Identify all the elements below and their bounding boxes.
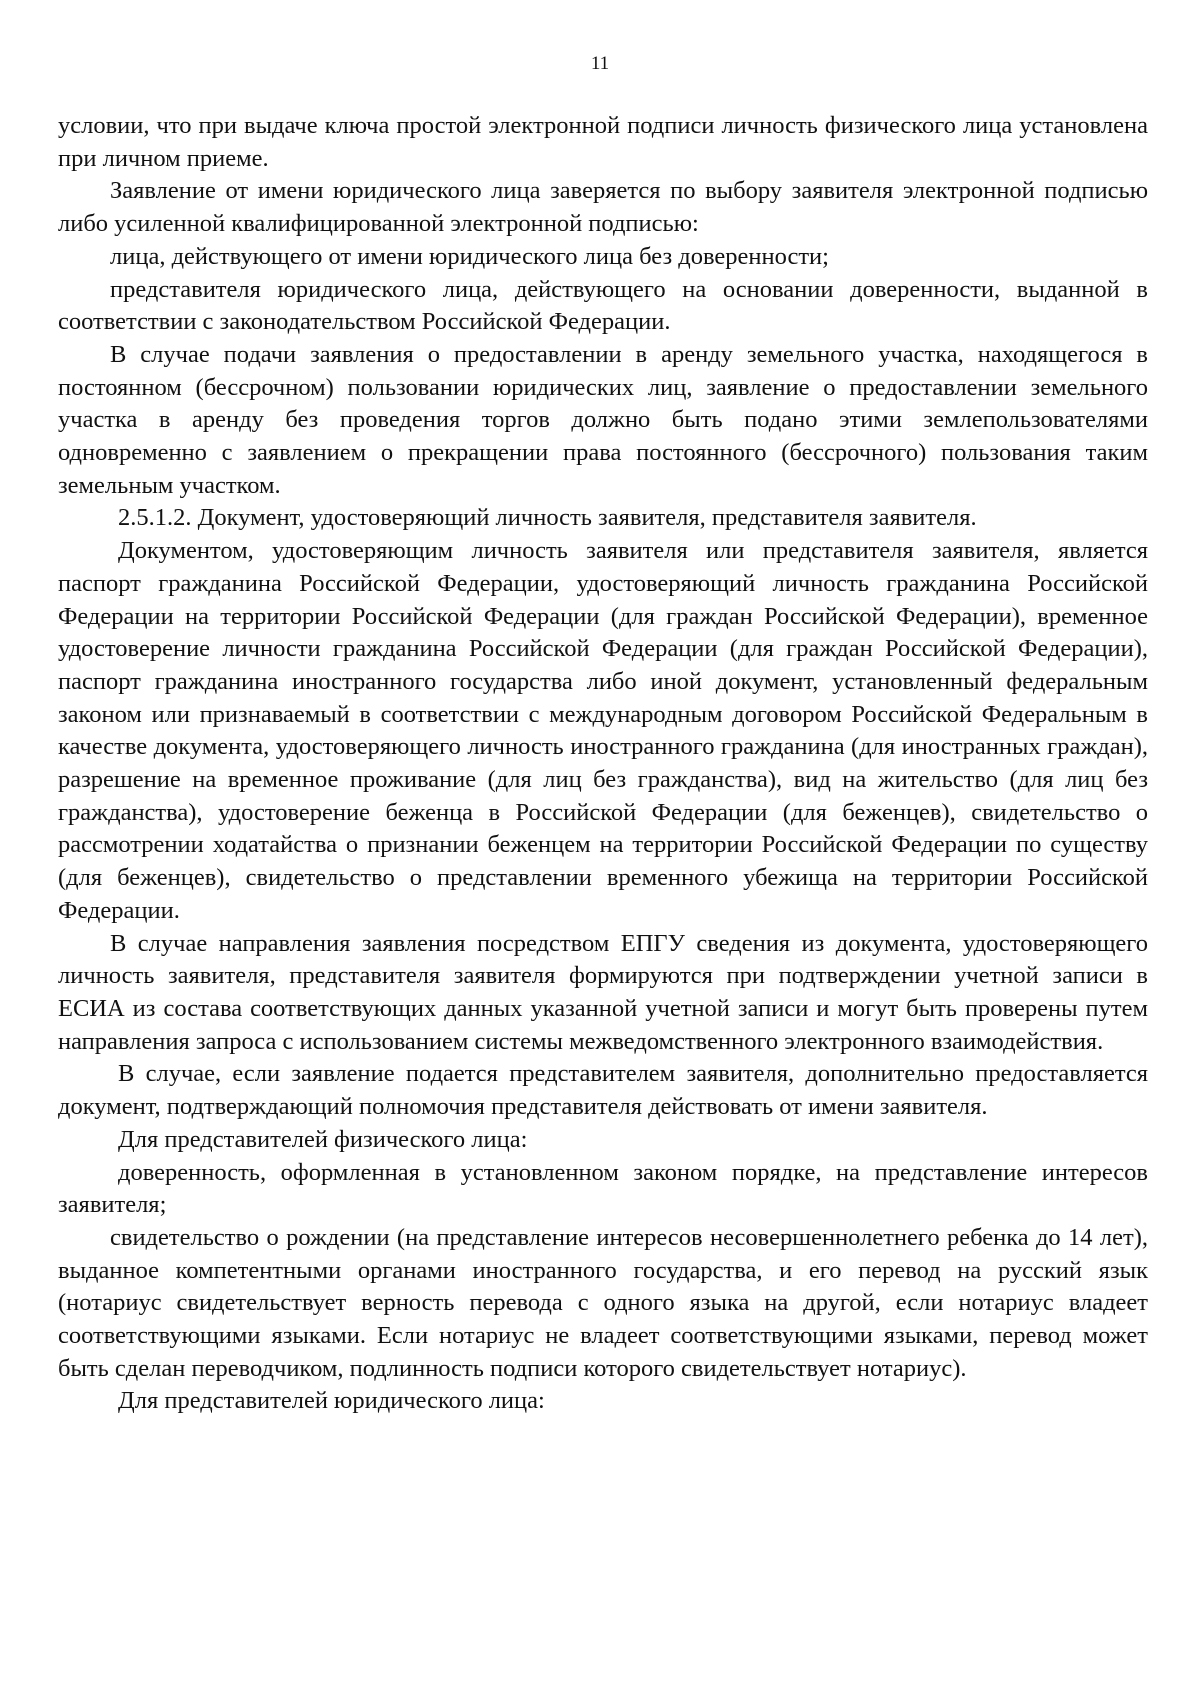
paragraph-epgu-esia: В случае направления заявления посредством ЕПГУ сведения из документа, удостоверяющего личность заявителя, представителя заявителя формируются при подтверждении учетной записи в ЕСИА из состава соответствующих данных указанной учетной записи и могут быть проверены путем направления запроса с использованием системы межведомственного электронного взаимодействия. [58,929,1148,1055]
paragraph-legal-entity-representatives-heading: Для представителей юридического лица: [118,1387,545,1415]
paragraph-signature-condition: условии, что при выдаче ключа простой электронной подписи личность физического лица установлена при личном приеме. [58,112,1148,172]
paragraph-birth-certificate: свидетельство о рождении (на представление интересов несовершеннолетнего ребенка до 14 лет), выданное компетентными органами иностранного государства, и его перевод на русский язык (нотариус свидетельствует верность перевода с одного языка на другой, если нотариус владеет соответствующими языками. Если нотариус не владеет соответствующими языками, перевод может быть сделан переводчиком, подлинность подписи которого свидетельствует нотариус). [58,1223,1148,1382]
section-heading-2-5-1-2: 2.5.1.2. Документ, удостоверяющий личность заявителя, представителя заявителя. [118,504,977,532]
paragraph-land-lease-application: В случае подачи заявления о предоставлении в аренду земельного участка, находящегося в постоянном (бессрочном) пользовании юридических лиц, заявление о предоставлении земельного участка в аренду без проведения торгов должно быть подано этими землепользователями одновременно с заявлением о прекращении права постоянного (бессрочного) пользования таким земельным участком. [58,340,1148,499]
paragraph-representative-with-power-of-attorney: представителя юридического лица, действующего на основании доверенности, выданной в соответствии с законодательством Российской Федерации. [58,275,1148,336]
document-body [58,110,1148,1418]
paragraph-representative-authority: В случае, если заявление подается представителем заявителя, дополнительно предоставляется документ, подтверждающий полномочия представителя действовать от имени заявителя. [58,1060,1148,1121]
paragraph-power-of-attorney: доверенность, оформленная в установленном законом порядке, на представление интересов заявителя; [58,1158,1148,1219]
paragraph-individual-representatives-heading: Для представителей физического лица: [118,1125,528,1153]
paragraph-legal-entity-signature: Заявление от имени юридического лица заверяется по выбору заявителя электронной подписью либо усиленной квалифицированной электронной подписью: [58,177,1148,238]
page-number: 11 [590,53,610,74]
paragraph-person-without-power-of-attorney: лица, действующего от имени юридического лица без доверенности; [110,242,829,270]
paragraph-identity-documents: Документом, удостоверяющим личность заявителя или представителя заявителя, является паспорт гражданина Российской Федерации, удостоверяющий личность гражданина Российской Федерации на территории Российской Федерации (для граждан Российской Федерации), временное удостоверение личности гражданина Российской Федерации (для граждан Российской Федерации), паспорт гражданина иностранного государства либо иной документ, установленный федеральным законом или признаваемый в соответствии с международным договором Российской Федеральным в качестве документа, удостоверяющего личность иностранного гражданина (для иностранных граждан), разрешение на временное проживание (для лиц без гражданства), вид на жительство (для лиц без гражданства), удостоверение беженца в Российской Федерации (для беженцев), свидетельство о рассмотрении ходатайства о признании беженцем на территории Российской Федерации по существу (для беженцев), свидетельство о представлении временного убежища на территории Российской Федерации. [58,537,1148,924]
